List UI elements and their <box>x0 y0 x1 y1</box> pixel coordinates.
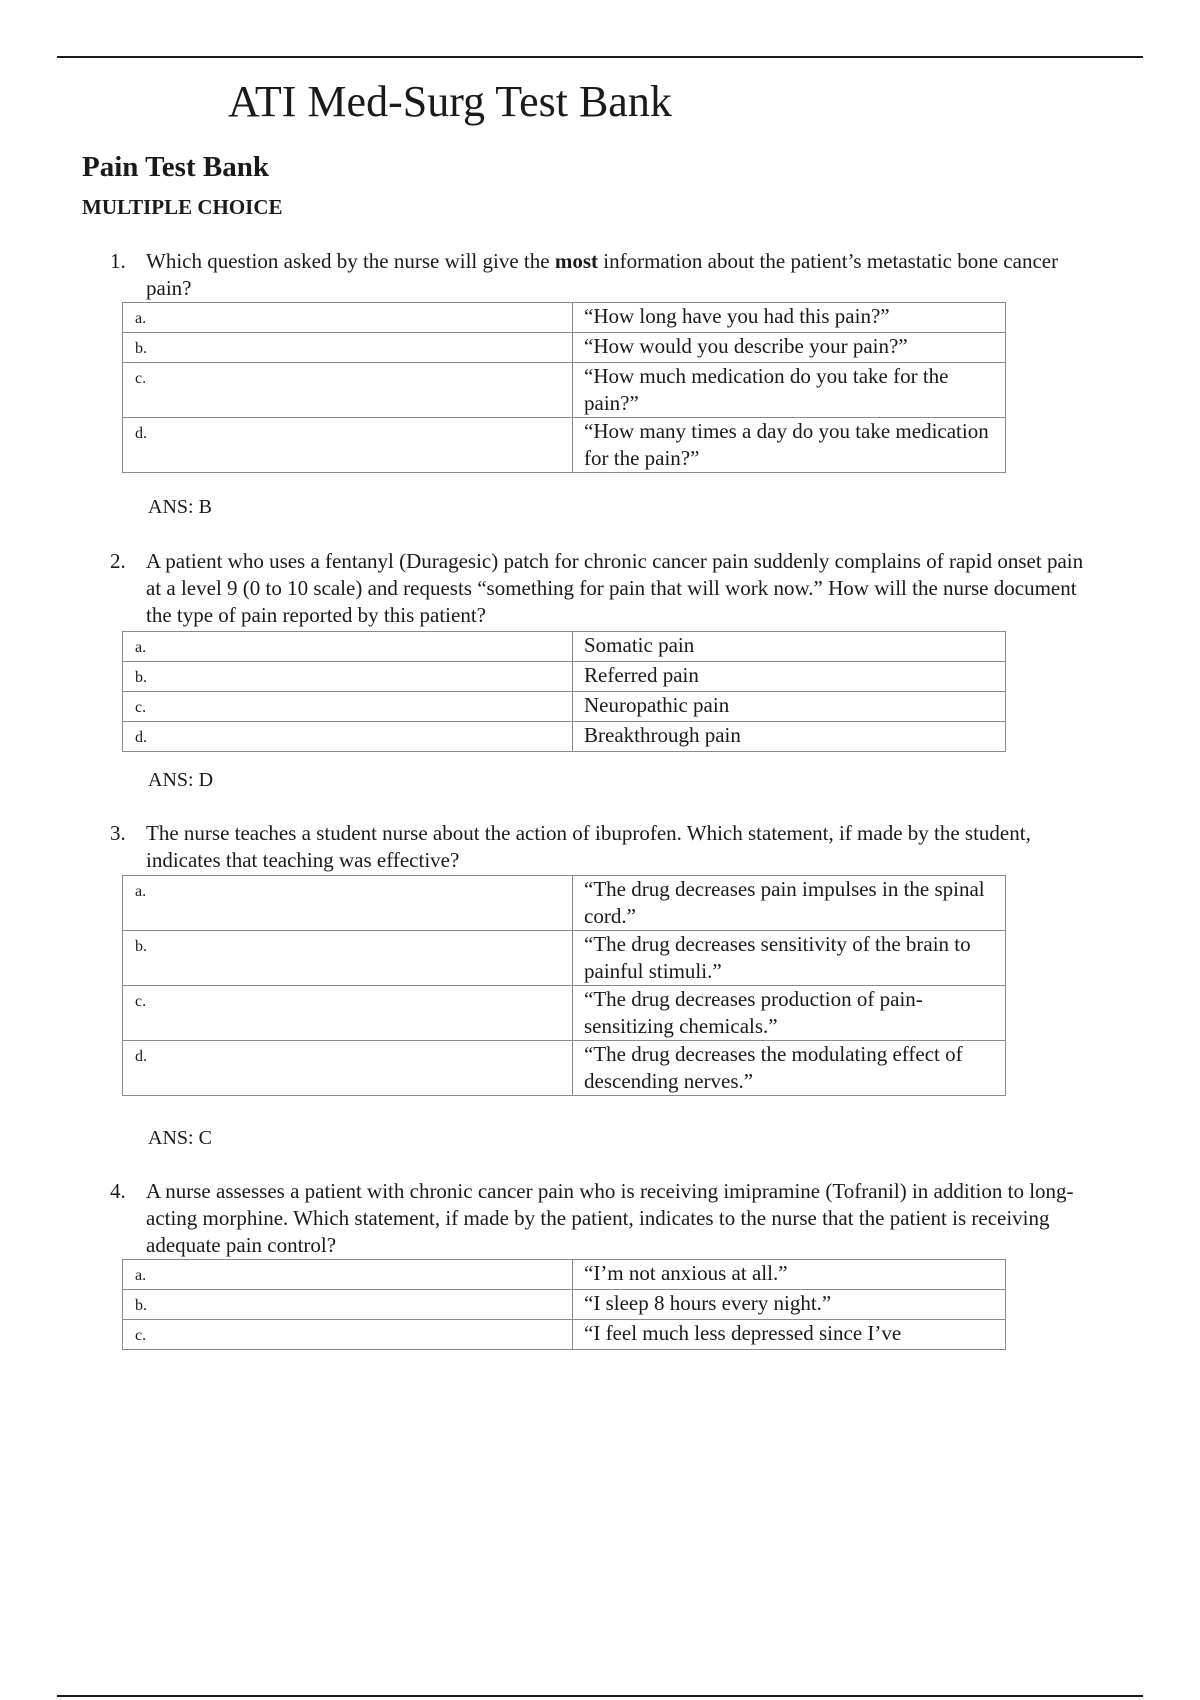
option-letter: b. <box>123 1290 573 1320</box>
emphasis-text: most <box>554 249 598 273</box>
option-text: “How many times a day do you take medication for the pain?” <box>573 418 1006 473</box>
option-letter: a. <box>123 876 573 931</box>
option-letter: b. <box>123 931 573 986</box>
question-number: 3. <box>110 821 126 845</box>
option-row[interactable] <box>123 1260 1006 1290</box>
options-table <box>122 631 1006 752</box>
option-row[interactable] <box>123 692 1006 722</box>
option-letter: b. <box>123 662 573 692</box>
option-text: Referred pain <box>573 662 1006 692</box>
answer-key: ANS: C <box>148 1127 212 1149</box>
options-table <box>122 1259 1006 1350</box>
option-letter: d. <box>123 1041 573 1096</box>
option-text: Breakthrough pain <box>573 722 1006 752</box>
option-text: “How would you describe your pain?” <box>573 333 1006 363</box>
answer-key: ANS: D <box>148 769 214 791</box>
option-text: “How long have you had this pain?” <box>573 303 1006 333</box>
option-row[interactable] <box>123 931 1006 986</box>
option-letter: d. <box>123 418 573 473</box>
document-title: ATI Med-Surg Test Bank <box>228 77 672 126</box>
options-table <box>122 302 1006 473</box>
top-rule <box>57 56 1143 58</box>
option-row[interactable] <box>123 363 1006 418</box>
option-row[interactable] <box>123 722 1006 752</box>
option-letter: a. <box>123 1260 573 1290</box>
option-row[interactable] <box>123 986 1006 1041</box>
option-row[interactable] <box>123 303 1006 333</box>
option-text: “The drug decreases the modulating effect of descending nerves.” <box>573 1041 1006 1096</box>
option-letter: d. <box>123 722 573 752</box>
option-letter: c. <box>123 1320 573 1350</box>
option-text: Neuropathic pain <box>573 692 1006 722</box>
option-text: “I’m not anxious at all.” <box>573 1260 1006 1290</box>
question-number: 2. <box>110 549 126 573</box>
option-row[interactable] <box>123 333 1006 363</box>
option-row[interactable] <box>123 662 1006 692</box>
question-number: 4. <box>110 1179 126 1203</box>
option-text: Somatic pain <box>573 632 1006 662</box>
option-row[interactable] <box>123 876 1006 931</box>
option-text: “The drug decreases pain impulses in the spinal cord.” <box>573 876 1006 931</box>
option-letter: c. <box>123 363 573 418</box>
option-letter: c. <box>123 692 573 722</box>
question-number: 1. <box>110 249 126 273</box>
option-text: “How much medication do you take for the pain?” <box>573 363 1006 418</box>
option-letter: c. <box>123 986 573 1041</box>
option-row[interactable] <box>123 418 1006 473</box>
question-type-heading: MULTIPLE CHOICE <box>82 195 283 219</box>
option-letter: a. <box>123 632 573 662</box>
option-text: “The drug decreases sensitivity of the brain to painful stimuli.” <box>573 931 1006 986</box>
option-text: “I feel much less depressed since I’ve <box>573 1320 1006 1350</box>
option-row[interactable] <box>123 1290 1006 1320</box>
options-table <box>122 875 1006 1096</box>
question-stem: Which question asked by the nurse will give the most information about the patient’s metastatic bone cancer pain? <box>146 249 1059 300</box>
option-letter: a. <box>123 303 573 333</box>
option-row[interactable] <box>123 1320 1006 1350</box>
bottom-rule <box>57 1695 1143 1697</box>
option-letter: b. <box>123 333 573 363</box>
question-stem: The nurse teaches a student nurse about the action of ibuprofen. Which statement, if made by the student, indicates that teaching was effective? <box>146 821 1031 872</box>
question-stem: A patient who uses a fentanyl (Duragesic) patch for chronic cancer pain suddenly complains of rapid onset pain at a level 9 (0 to 10 scale) and requests “something for pain that will work now.” How will the nurse document the type of pain reported by this patient? <box>146 549 1084 627</box>
question-stem: A nurse assesses a patient with chronic cancer pain who is receiving imipramine (Tofranil) in addition to long-acting morphine. Which statement, if made by the patient, indicates to the nurse that the patient is receiving adequate pain control? <box>146 1179 1074 1257</box>
section-title: Pain Test Bank <box>82 151 269 183</box>
option-text: “The drug decreases production of pain-sensitizing chemicals.” <box>573 986 1006 1041</box>
option-text: “I sleep 8 hours every night.” <box>573 1290 1006 1320</box>
answer-key: ANS: B <box>148 496 212 518</box>
option-row[interactable] <box>123 632 1006 662</box>
option-row[interactable] <box>123 1041 1006 1096</box>
